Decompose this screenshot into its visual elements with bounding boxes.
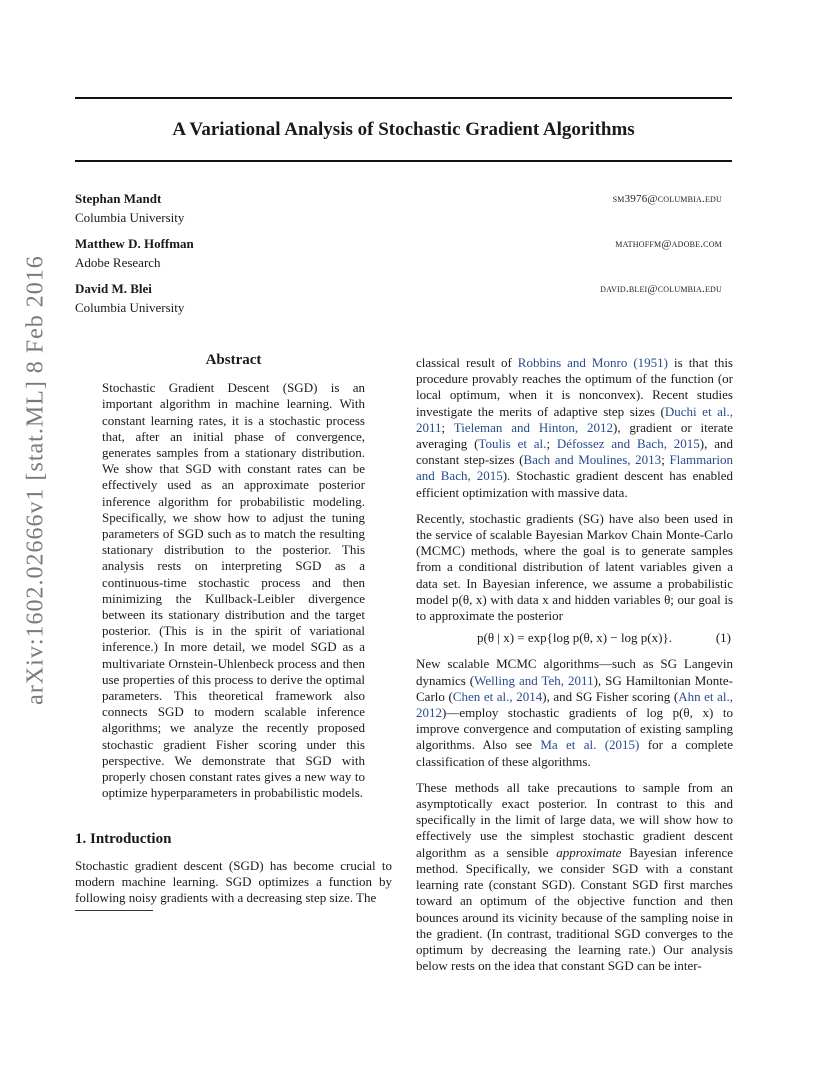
author-block bbox=[75, 279, 722, 317]
citation-link[interactable]: Chen et al., 2014 bbox=[452, 688, 543, 704]
paragraph bbox=[416, 355, 733, 501]
arxiv-stamp-text: arXiv:1602.02666v1 [stat.ML] 8 Feb 2016 bbox=[22, 255, 49, 705]
abstract-text: Stochastic Gradient Descent (SGD) is an important algorithm in machine learning. With constant learning rates, it is a stochastic process that, after an initial phase of convergence, generates samples from a stationary distribution. We show that SGD with constant rates can be effectively used as an approximate posterior inference algorithm for probabilistic modeling. Specifically, we show how to adjust the tuning parameters of SGD such as to match the resulting stationary distribution to the posterior. This analysis rests on interpreting SGD as a continuous-time stochastic process and then minimizing the Kullback-Leibler divergence between its stationary distribution and the target posterior. (This is in the spirit of variational inference.) In more detail, we model SGD as a multivariate Ornstein-Uhlenbeck process and then use properties of this process to derive the optimal parameters. This theoretical framework also connects SGD to modern scalable inference algorithms; we analyze the recently proposed stochastic gradient Fisher scoring under this perspective. We demonstrate that SGD with properly chosen constant rates gives a new way to optimize hyperparameters in probabilistic models. bbox=[102, 380, 365, 801]
author-affiliation: Columbia University bbox=[75, 210, 185, 225]
author-email[interactable]: mathoffm@adobe.com bbox=[615, 238, 722, 250]
citation-link[interactable]: Ahn et al., 2012 bbox=[416, 688, 733, 721]
text-span: ; bbox=[441, 419, 454, 435]
text-span: ), gradient or iterate averaging ( bbox=[416, 419, 733, 452]
intro-paragraph: Stochastic gradient descent (SGD) has become crucial to modern machine learning. SGD optimizes a function by following noisy gradients with a decreasing step size. The bbox=[75, 857, 392, 906]
text-span: ; bbox=[546, 436, 557, 452]
text-span: These methods all take precautions to sample from an asymptotically exact posterior. In contrast to this and specifically in the limit of large data, we will show how to effectively use the simplest stochastic gradient descent algorithm as a sensible bbox=[416, 779, 733, 860]
text-span: ). Stochastic gradient descent has enabled efficient optimization with massive data. bbox=[416, 468, 734, 500]
citation-link[interactable]: Toulis et al. bbox=[478, 436, 547, 452]
equation-body: p(θ | x) = exp{log p(θ, x) − log p(x)}. bbox=[477, 630, 672, 646]
citation-link[interactable]: Duchi et al., 2011 bbox=[416, 403, 733, 435]
text-span: ), and SG Fisher scoring ( bbox=[542, 688, 679, 704]
footnote-rule bbox=[75, 910, 153, 911]
equation bbox=[416, 630, 733, 646]
text-span: classical result of bbox=[416, 355, 518, 370]
author-affiliation: Columbia University bbox=[75, 300, 185, 315]
paragraph: Recently, stochastic gradients (SG) have also been used in the service of scalable Bayesian Markov Chain Monte-Carlo (MCMC) methods, where the goal is to generate samples from a conditional distribution of latent variables given a data set. In Bayesian inference, we assume a probabilistic model p(θ, x) with data x and hidden variables θ; our goal is to approximate the posterior bbox=[416, 510, 733, 624]
author-block bbox=[75, 234, 722, 272]
author-email[interactable]: sm3976@columbia.edu bbox=[612, 193, 722, 205]
author-block bbox=[75, 189, 722, 227]
citation-link[interactable]: Défossez and Bach, 2015 bbox=[556, 436, 700, 452]
author-name: David M. Blei bbox=[75, 281, 152, 296]
text-span: New scalable MCMC algorithms—such as SG Langevin dynamics ( bbox=[416, 656, 733, 688]
title-bottom-rule bbox=[75, 160, 732, 162]
author-name: Stephan Mandt bbox=[75, 191, 162, 206]
paper-title: A Variational Analysis of Stochastic Gradient Algorithms bbox=[172, 119, 635, 140]
citation-link[interactable]: Bach and Moulines, 2013 bbox=[523, 452, 662, 468]
author-email[interactable]: david.blei@columbia.edu bbox=[600, 283, 722, 295]
equation-number: (1) bbox=[715, 630, 731, 646]
text-span: ; bbox=[661, 452, 670, 468]
author-name: Matthew D. Hoffman bbox=[75, 236, 194, 251]
top-rule bbox=[75, 97, 732, 99]
citation-link[interactable]: Tieleman and Hinton, 2012 bbox=[453, 419, 614, 435]
paragraph bbox=[416, 656, 733, 769]
text-span: ), and constant step-sizes ( bbox=[416, 436, 733, 468]
citation-link[interactable]: Welling and Teh, 2011 bbox=[474, 672, 594, 688]
left-column bbox=[75, 352, 392, 911]
abstract-heading: Abstract bbox=[205, 352, 262, 368]
citation-link[interactable]: Ma et al. (2015) bbox=[540, 737, 640, 753]
text-span: Bayesian inference method. Specifically, we consider SGD with a constant learning rate (constant SGD). Constant SGD first marches toward an optimum of the objective function and then bounces around its vicinity because of the sampling noise in the gradient. (In contrast, traditional SGD converges to the optimum by decreasing the learning rate.) Our analysis below rests on the idea that constant SGD can be inter- bbox=[416, 844, 733, 974]
text-span: ), SG Hamiltonian Monte-Carlo ( bbox=[416, 672, 733, 704]
section-heading: 1. Introduction bbox=[75, 831, 172, 848]
right-column bbox=[416, 355, 733, 984]
author-affiliation: Adobe Research bbox=[75, 255, 161, 270]
text-span: is that this procedure provably reaches the optimum of the function (or local optimum, when it is nonconvex). Recent studies investigate the merits of adaptive step sizes ( bbox=[416, 355, 733, 419]
citation-link[interactable]: Flammarion and Bach, 2015 bbox=[416, 452, 733, 484]
emphasis-text: approximate bbox=[556, 844, 622, 860]
text-span: )—employ stochastic gradients of log p(θ, x) to improve convergence and computation of existing sampling algorithms. Also see bbox=[416, 705, 733, 753]
paragraph bbox=[416, 780, 733, 974]
text-span: for a complete classification of these algorithms. bbox=[416, 737, 734, 769]
citation-link[interactable]: Robbins and Monro (1951) bbox=[517, 355, 668, 370]
